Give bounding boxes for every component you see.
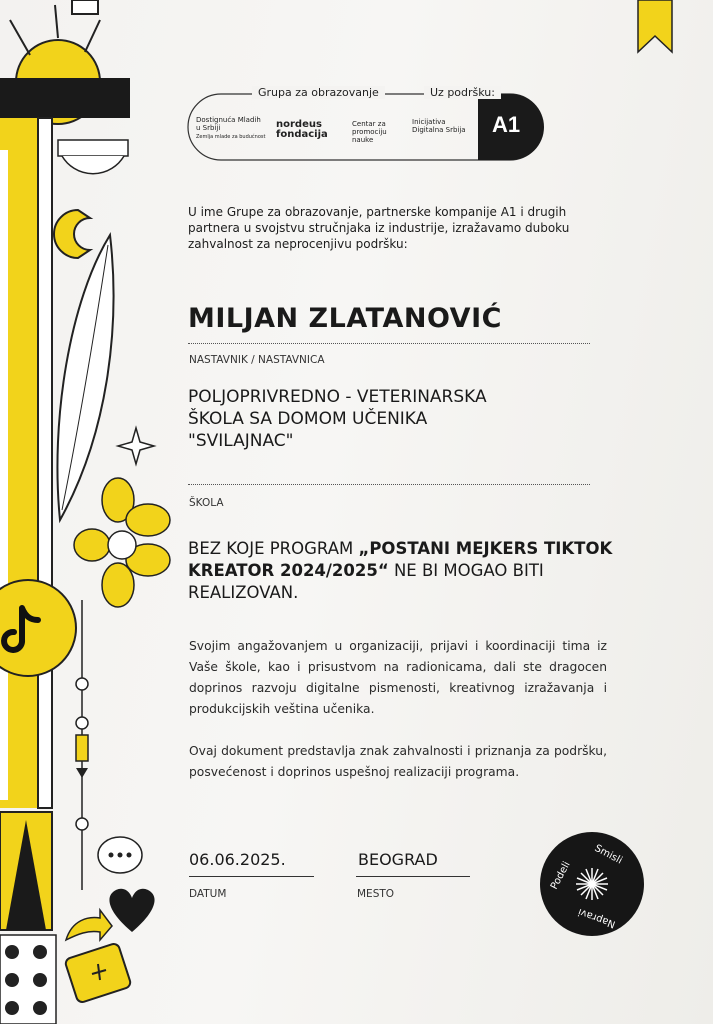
date-value: 06.06.2025. [189, 850, 286, 869]
intro-text: U ime Grupe za obrazovanje, partnerske kompanije A1 i drugih partnera u svojstvu stručnjaka iz industrije, izražavamo duboku zahvalnost za neprocenjivu podršku: [188, 205, 570, 251]
magnet-icon [54, 210, 90, 258]
decorative-illustration [0, 0, 180, 1024]
sparkle-icon [118, 428, 154, 464]
support-label: Uz podršku: [424, 86, 501, 99]
paragraph-acknowledgement: Ovaj dokument predstavlja znak zahvalnosti i priznanja za podršku, posvećenost i doprinos uspešnoj realizaciji programa. [189, 744, 607, 779]
divider [188, 343, 590, 344]
ribbon-bookmark [636, 0, 674, 56]
a1-logo: A1 [492, 112, 521, 137]
divider [188, 484, 590, 485]
school-label: ŠKOLA [189, 497, 224, 509]
place-value: BEOGRAD [358, 850, 438, 869]
leaf-icon [57, 235, 113, 520]
date-underline [189, 876, 314, 877]
badge-word-1: Podeli [548, 859, 573, 892]
tiktok-icon [0, 580, 76, 676]
arrow-icon [66, 910, 112, 940]
heart-icon [109, 889, 154, 932]
badge-word-2: Smisli [592, 842, 624, 867]
school-name: POLJOPRIVREDNO - VETERINARSKA ŠKOLA SA DOMOM UČENIKA "SVILAJNAC" [188, 387, 487, 451]
partner-logos-box [186, 82, 546, 164]
program-statement: BEZ KOJE PROGRAM „POSTANI MEJKERS TIKTOK KREATOR 2024/2025“ NE BI MOGAO BITI REALIZOVAN. [188, 539, 613, 602]
role-label: NASTAVNIK / NASTAVNICA [189, 354, 325, 366]
logo-digitalna-srbija: Inicijativa Digitalna Srbija [412, 118, 466, 134]
badge-word-3: Napravi [576, 905, 618, 930]
group-label: Grupa za obrazovanje [252, 86, 385, 99]
place-underline [356, 876, 470, 877]
logo-cpn: Centar za promociju nauke [352, 120, 387, 144]
recipient-name: MILJAN ZLATANOVIĆ [188, 303, 502, 334]
program-name: „POSTANI MEJKERS TIKTOK KREATOR 2024/2025“ [188, 539, 613, 580]
badge-seal [538, 830, 646, 938]
logo-dostignuca: Dostignuća Mladih u Srbiji Zemlja mlade za budućnost [196, 116, 266, 140]
date-label: DATUM [189, 888, 227, 900]
ruler-icon [58, 140, 128, 156]
music-note-icon [72, 0, 98, 14]
paragraph-engagement: Svojim angažovanjem u organizaciji, prijavi i koordinaciji tima iz Vaše škole, kao i prisustvom na radionicama, dali ste dragocen doprinos razvoju digitalne pismenosti, kreativnog izražavanja i produkcijskih veština učenika. [189, 639, 607, 716]
place-label: MESTO [357, 888, 395, 900]
flower-icon [74, 478, 170, 607]
logo-nordeus: nordeus fondacija [276, 119, 328, 140]
